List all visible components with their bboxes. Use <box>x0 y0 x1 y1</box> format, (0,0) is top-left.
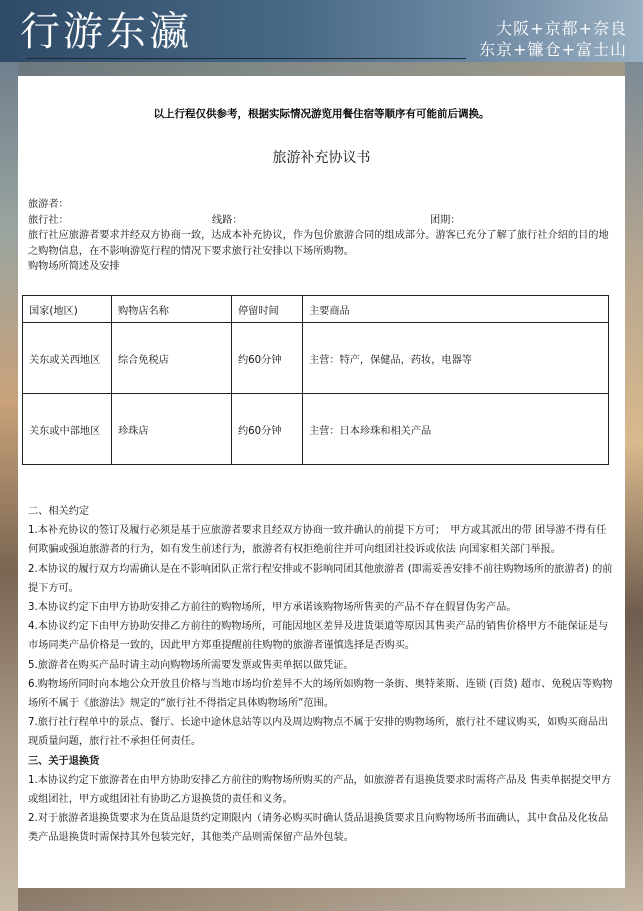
terms-section <box>28 502 616 848</box>
shop-intro-label: 购物场所简述及安排 <box>28 261 120 272</box>
table-cell: 约60分钟 <box>232 394 303 465</box>
table-row <box>23 323 609 394</box>
term-item: 1.本协议约定下旅游者在由甲方协助安排乙方前往的购物场所购买的产品，如旅游者有退换货要求时需将产品及 售卖单据提交甲方或组团社，甲方或组团社有协助乙方退换货的责任和义务。 <box>28 774 612 806</box>
table-header-cell: 购物店名称 <box>112 296 232 323</box>
term-item: 5.旅游者在购买产品时请主动向购物场所需要发票或售卖单据以做凭证。 <box>28 659 354 671</box>
table-cell: 关东或关西地区 <box>23 323 112 394</box>
agency-row <box>28 213 618 229</box>
table-cell: 主营：日本珍珠和相关产品 <box>303 394 609 465</box>
term-item: 2.对于旅游者退换货要求为在货品退货约定期限内（请务必购买时确认货品退换货要求且向购物场所书面确认，其中食品及化妆品类产品退换货时需保持其外包装完好，其他类产品则需保留产品外包装。 <box>28 813 609 844</box>
table-cell: 珍珠店 <box>112 394 232 465</box>
term-item: 1.本补充协议的签订及履行必须是基于应旅游者要求且经双方协商一致并确认的前提下方可； 甲方或其派出的带 团导游不得有任何欺骗或强迫旅游者的行为，如有发生前述行为，旅游者有权拒绝前往并可向组团社投诉或依法 向国家相关部门举报。 <box>28 525 607 556</box>
table-row <box>23 394 609 465</box>
table-header-cell: 停留时间 <box>232 296 303 323</box>
group-date-field: 团期： <box>430 214 461 226</box>
document-title: 旅游补充协议书 <box>272 150 371 166</box>
table-header-cell: 国家(地区) <box>23 296 112 323</box>
table-cell: 关东或中部地区 <box>23 394 112 465</box>
term-item: 4.本协议约定下由甲方协助安排乙方前往的购物场所，可能因地区差异及进货渠道等原因其售卖产品的销售价格甲方不能保证是与市场同类产品价格是一致的，因此甲方郑重提醒前往购物的旅游者谨慎选择是否购买。 <box>28 621 609 652</box>
agency-field: 旅行社： <box>28 214 69 226</box>
term-item: 3.本协议约定下由甲方协助安排乙方前往的购物场所，甲方承诺该购物场所售卖的产品不存在假冒伪劣产品。 <box>28 602 517 614</box>
header-banner <box>0 0 643 62</box>
background-photo-right <box>625 60 643 911</box>
table-cell: 综合免税店 <box>112 323 232 394</box>
background-photo-left <box>0 60 18 911</box>
table-cell: 主营：特产，保健品，药妆，电器等 <box>303 323 609 394</box>
term-item: 6.购物场所同时向本地公众开放且价格与当地市场均价差异不大的场所如购物一条街、奥特莱斯、连锁 (百货) 超市、免税店等购物场所不属于《旅游法》规定的“旅行社不得指定具体购物场所”范围。 <box>28 678 613 710</box>
itinerary-notice: 以上行程仅供参考，根据实际情况游览用餐住宿等顺序有可能前后调换。 <box>153 108 490 120</box>
route-summary <box>479 18 627 60</box>
route-line-2: 东京+镰仓+富士山 <box>479 40 627 59</box>
agreement-info <box>28 197 618 275</box>
table-cell: 约60分钟 <box>232 323 303 394</box>
section3-title: 三、关于退换货 <box>28 755 100 767</box>
brand-title: 行游东瀛 <box>20 9 192 55</box>
tourist-field: 旅游者： <box>28 199 69 210</box>
section2-title: 二、相关约定 <box>28 506 90 517</box>
term-item: 2.本协议的履行双方均需确认是在不影响团队正常行程安排或不影响同团其他旅游者 (即需妥善安排不前往购物场所的旅游者) 的前提下方可。 <box>28 563 613 594</box>
route-line-1: 大阪+京都+奈良 <box>496 19 627 38</box>
agreement-page <box>18 76 625 888</box>
table-header-cell: 主要商品 <box>303 296 609 323</box>
brand-underline <box>26 58 466 59</box>
shopping-table <box>22 295 609 465</box>
route-field: 线路： <box>212 214 243 226</box>
agreement-intro: 旅行社应旅游者要求并经双方协商一致，达成本补充协议，作为包价旅游合同的组成部分。游客已充分了解了旅行社介绍的目的地之购物信息，在不影响游览行程的情况下要求旅行社安排以下场所购物。 <box>28 230 609 257</box>
term-item: 7.旅行社行程单中的景点、餐厅、长途中途休息站等以内及周边购物点不属于安排的购物场所，旅行社不建议购买，如购买商品出现质量问题，旅行社不承担任何责任。 <box>28 717 609 748</box>
table-header-row <box>23 296 609 323</box>
